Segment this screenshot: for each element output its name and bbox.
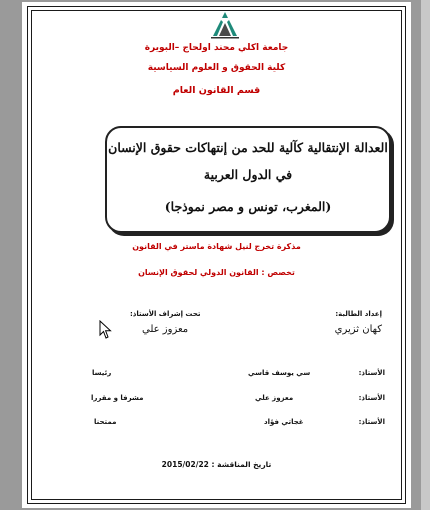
committee-name-3: غجاتي فؤاد bbox=[264, 418, 304, 426]
memo-specialty: تخصص : القانون الدولي لحقوق الإنسان bbox=[138, 268, 295, 277]
university-logo-icon bbox=[205, 10, 245, 40]
committee-label-2: الأستاذ: bbox=[358, 394, 385, 402]
department-name: قسم القانون العام bbox=[172, 85, 261, 96]
defense-date-line bbox=[22, 460, 411, 469]
defense-date-value: 2015/02/22 bbox=[161, 460, 209, 469]
faculty-name: كلية الحقوق و العلوم السياسية bbox=[147, 63, 286, 73]
student-name: كهان ثزيري bbox=[334, 324, 382, 335]
document-page bbox=[22, 2, 411, 508]
committee-role-3: ممتحنا bbox=[94, 418, 117, 426]
supervisor-name: معزوز علي bbox=[142, 324, 189, 335]
mouse-pointer-icon bbox=[99, 320, 113, 340]
thesis-title-box bbox=[105, 126, 391, 233]
committee-label-1: الأستاذ: bbox=[358, 369, 385, 377]
supervisor-label: تحت إشراف الأستاذ: bbox=[130, 310, 201, 318]
committee-role-2: مشرفا و مقررا bbox=[91, 394, 144, 402]
university-name: جامعة اكلي محند اولحاج –البويرة bbox=[144, 43, 289, 53]
vertical-scrollbar[interactable] bbox=[421, 0, 430, 510]
committee-name-1: سي يوسف قاسي bbox=[248, 369, 311, 377]
memo-degree: مذكرة تخرج لنيل شهادة ماستر في القانون bbox=[132, 242, 301, 251]
thesis-title-line-2: في الدول العربية bbox=[203, 167, 293, 182]
committee-role-1: رئيسا bbox=[92, 369, 112, 377]
student-label: إعداد الطالبة: bbox=[335, 310, 382, 318]
page-border-inner bbox=[31, 10, 402, 500]
defense-date-label: تاريخ المناقشة : bbox=[211, 460, 272, 469]
committee-label-3: الأستاذ: bbox=[358, 418, 385, 426]
thesis-title-line-1: العدالة الإنتقالية كآلية للحد من إنتهاكات حقوق الإنسان bbox=[108, 140, 388, 155]
thesis-title-line-3: (المغرب، تونس و مصر نموذجا) bbox=[164, 199, 332, 214]
committee-name-2: معزوز علي bbox=[255, 394, 294, 402]
